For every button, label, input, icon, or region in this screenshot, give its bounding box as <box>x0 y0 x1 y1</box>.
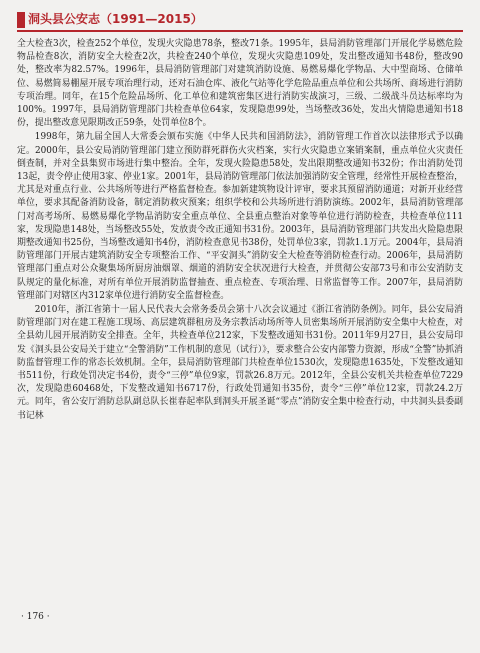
paragraph-2: 1998年，第九届全国人大常委会颁布实施《中华人民共和国消防法》，消防管理工作首次以法律形式予以确定。2000年，县公安局消防管理部门建立预防群死群伤火灾档案，实行火灾隐患立案销案制，重点单位火灾责任倒查制，并对全县集贸市场进行集中整治。全年，发现火险隐患58处，发出限期整改通知书32份；作出消防处罚13起，责令停止使用3家、停业1家。2001年，县局消防管理部门依法加强消防安全管理，经常性开展检查整治，尤其是对重点行业、公共场所等进行严格监督检查。参加新建筑物设计评审，要求其预留消防通道；对新开业经营单位，要求其配备消防设备，制定消防救灾预案；组织学校和公共场所进行消防演练。2002年，县局消防管理部门对高考场所、易燃易爆化学物品消防安全重点单位、全县重点整治对象等单位进行消防检查，共检查单位111家，发现隐患148处，当场整改55处，发放责令改正通知书31份。2003年，县局消防管理部门共发出火险隐患限期整改通知书25份，当场整改通知书4份，消防检查意见书38份，处罚单位3家，罚款1.1万元。2004年，县局消防管理部门开展古建筑消防安全专项整治工作、“平安洞头”消防安全大检查等消防检查行动。2006年，县局消防管理部门重点对公众聚集场所厨房油烟罩、烟道的消防安全状况进行大检查，并贯彻公安部73号和市公安消防支队规定的量化标准，对所有单位开展消防监督抽查、重点检查、专项治理、日常监督等工作。2007年，县局消防管理部门对辖区内312家单位进行消防安全监督检查。 <box>17 132 463 301</box>
paragraph-3: 2010年，浙江省第十一届人民代表大会常务委员会第十八次会议通过《浙江省消防条例》。同年，县公安局消防管理部门对在建工程施工现场、高层建筑群租房及务宗教活动场所等人员密集场所开展消防安全集中大检查，对全县幼儿园开展消防安全排查。全年，共检查单位212家，下发整改通知书31份。2011年9月27日，县公安局印发《洞头县公安局关于建立“全警消防”工作机制的意见（试行）》，要求整合公安内部警力资源，形成“全警”协抓消防监督管理工作的常态长效机制。全年，县局消防管理部门共检查单位1530次，发现隐患1635处，下发整改通知书511份，行政处罚决定书4份，责令“三停”单位9家，罚款26.8万元。2012年，全县公安机关共检查单位7229次，发现隐患60468处，下发整改通知书6717份，行政处罚通知书35份，责令“三停”单位12家，罚款24.2万元。同年，省公安厅消防总队副总队长崔春起率队到洞头开展圣诞“零点”消防安全集中检查行动，中共洞头县委副书记林 <box>17 305 463 421</box>
running-header <box>17 6 463 36</box>
header-rule <box>17 30 463 32</box>
body-text <box>17 38 463 423</box>
paragraph-1: 全大检查3次，检查252个单位，发现火灾隐患78条，整改71条。1995年，县局消防管理部门开展化学易燃危险物品检查8次，消防安全大检查2次，共检查240个单位，发现火灾隐患109处，发出整改通知书48份，整改90处，整改率为82.57%。1996年，县局消防管理部门对建筑消防设施、易燃易爆化学物品、大中型商场、仓储单位、易燃简易棚屋开展专项治理行动，还对石油仓库、液化气站等化学危险品重点单位和公共场所、商场进行消防专项治理。同年，在15个危险品场所、化工单位和建筑密集区进行消防实战演习，三级、二级战斗员达标率均为100%。1997年，县局消防管理部门共检查单位64家，发现隐患99处，当场整改36处，发出火情隐患通知书18份，提出整改意见限期改正59条，处罚单位8个。 <box>17 39 463 129</box>
header-title: 洞头县公安志（1991—2015） <box>28 12 203 26</box>
page-number: · 176 · <box>21 612 50 622</box>
header-red-marker <box>17 12 25 28</box>
